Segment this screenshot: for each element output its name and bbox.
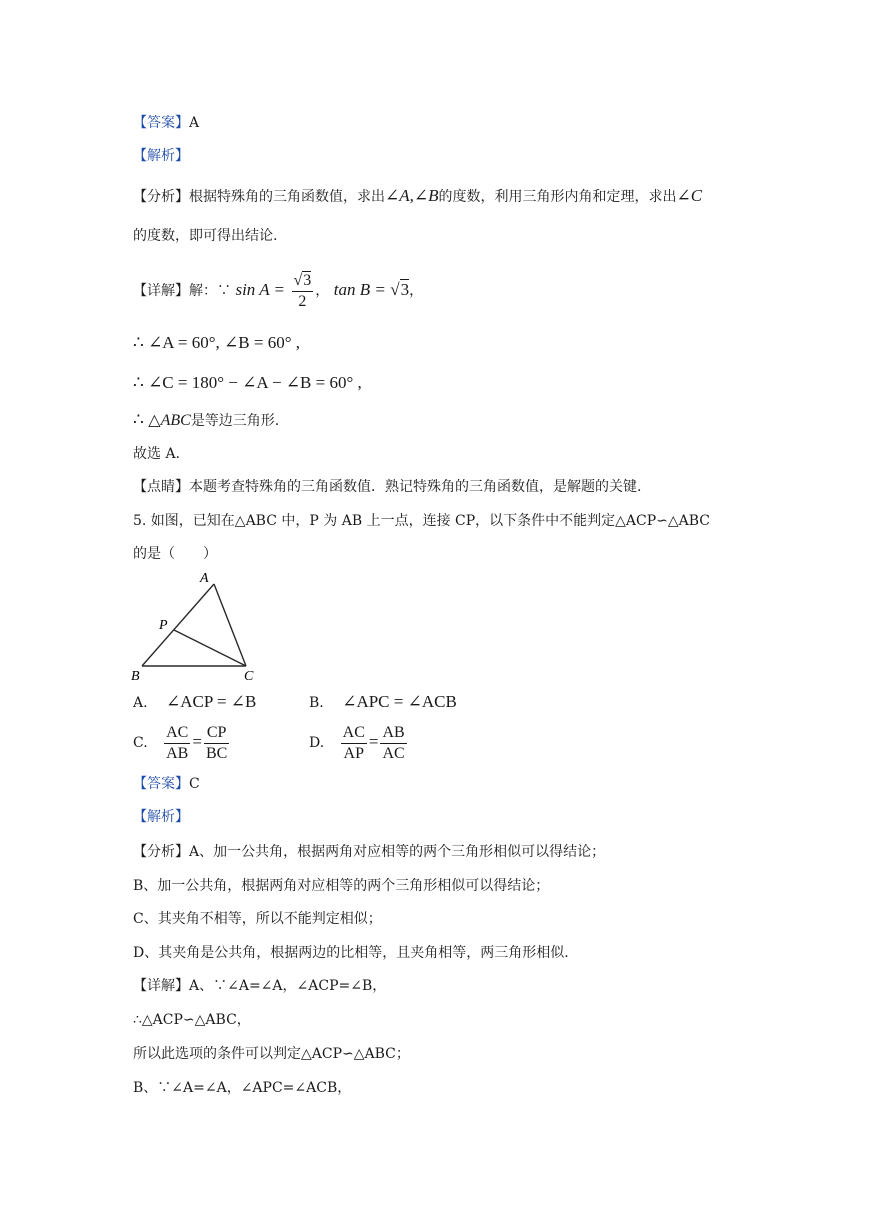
option-d-num1: AC <box>341 723 367 744</box>
option-c-frac-1 <box>164 723 190 764</box>
q4-dianjing-line <box>133 477 641 497</box>
q4-fenxi-text-b: 的度数，利用三角形内角和定理，求出 <box>438 189 677 205</box>
q5-option-b <box>309 692 457 713</box>
answer-tag-2: 【答案】 <box>133 776 189 792</box>
xiangjie-tag: 【详解】 <box>133 283 189 299</box>
q4-sin-fraction <box>292 271 314 312</box>
q5-analysis-heading <box>133 807 189 827</box>
q5-fenxi-line-4: D、其夹角是公共角，根据两边的比相等，且夹角相等，两三角形相似. <box>133 945 569 961</box>
option-c-eq: = <box>192 732 202 751</box>
fenxi-tag-2: 【分析】 <box>133 844 189 860</box>
q4-answer-line <box>133 113 199 133</box>
option-d-num2: AB <box>380 723 406 744</box>
option-b-text: ∠APC = ∠ACB <box>342 692 457 711</box>
q5-option-a <box>133 692 256 713</box>
option-b-label: B. <box>309 695 324 711</box>
q4-step-3 <box>133 410 279 431</box>
q4-fenxi-text-c: 的度数，即可得出结论. <box>133 228 278 244</box>
option-d-den1: AP <box>343 744 364 762</box>
therefore-sign: ∴ <box>133 410 144 429</box>
option-c-num1: AC <box>164 723 190 744</box>
q5-detail-text-1: A、∵∠A=∠A，∠ACP=∠B， <box>189 978 387 994</box>
option-c-num2: CP <box>204 723 229 744</box>
option-c-den2: BC <box>205 744 228 762</box>
segment-cp <box>174 630 246 666</box>
q4-fenxi-angle-c: ∠C <box>676 186 703 205</box>
q4-fenxi-angles-ab: ∠A,∠B <box>385 186 439 205</box>
option-d-frac-1 <box>341 723 367 764</box>
fenxi-tag: 【分析】 <box>133 189 189 205</box>
q4-step-2: ∴ ∠C = 180° − ∠A − ∠B = 60° , <box>133 373 362 392</box>
q4-tan-sqrt-sign: √ <box>390 280 400 299</box>
q5-option-c <box>133 720 231 765</box>
q4-fenxi-line-2 <box>133 226 277 246</box>
analysis-tag: 【解析】 <box>133 148 189 164</box>
q4-comma: ， <box>315 283 330 299</box>
figure-label-b: B <box>131 669 140 684</box>
q5-detail-line-4: B、∵∠A=∠A，∠APC=∠ACB， <box>133 1080 352 1096</box>
xiangjie-tag-2: 【详解】 <box>133 978 189 994</box>
q4-sin-lhs: sin A = <box>235 280 286 299</box>
option-c-frac-2 <box>204 723 229 764</box>
q4-sqrt3-num: 3 <box>303 271 312 289</box>
q4-dianjing-text: 本题考查特殊角的三角函数值．熟记特殊角的三角函数值，是解题的关键. <box>189 479 642 495</box>
q4-comma-2: ， <box>409 283 424 299</box>
option-c-label: C. <box>133 735 148 751</box>
q4-detail-pre: 解：∵ <box>189 283 231 299</box>
figure-label-c: C <box>244 669 254 684</box>
option-a-label: A. <box>133 695 148 711</box>
side-ac <box>214 584 246 666</box>
q5-answer-line <box>133 774 200 794</box>
sqrt-sign: √ <box>293 271 303 289</box>
q4-triangle-abc: △ABC <box>148 412 191 429</box>
q5-stem-line-2: 的是（ ） <box>133 546 217 562</box>
q5-detail-line-1 <box>133 976 386 996</box>
q4-tan-lhs: tan B = <box>333 280 386 299</box>
figure-label-p: P <box>159 618 168 633</box>
q4-detail-line <box>133 268 423 313</box>
q5-fenxi-line-3: C、其夹角不相等，所以不能判定相似； <box>133 911 382 927</box>
option-d-frac-2 <box>380 723 406 764</box>
q5-detail-line-3: 所以此选项的条件可以判定△ACP∽△ABC； <box>133 1046 410 1062</box>
q4-choice: 故选 A. <box>133 446 181 462</box>
option-d-eq: = <box>368 732 379 751</box>
q4-tan-sqrt3: 3 <box>400 280 410 299</box>
analysis-tag-2: 【解析】 <box>133 809 189 825</box>
q5-option-d <box>309 720 409 765</box>
dianjing-tag: 【点睛】 <box>133 479 189 495</box>
q4-analysis-heading <box>133 146 189 166</box>
figure-label-a: A <box>200 571 209 586</box>
answer-tag: 【答案】 <box>133 115 189 131</box>
q5-detail-line-2: ∴△ACP∽△ABC， <box>133 1012 251 1028</box>
q5-fenxi-line-1 <box>133 842 605 862</box>
option-d-label: D. <box>309 735 325 751</box>
option-c-den1: AB <box>166 744 189 762</box>
q5-answer-value: C <box>189 776 200 792</box>
q4-answer-value: A <box>189 115 200 131</box>
q4-step-1: ∴ ∠A = 60°, ∠B = 60° , <box>133 333 301 352</box>
option-a-text: ∠ACP = ∠B <box>166 692 257 711</box>
q4-fraction-den: 2 <box>298 292 307 310</box>
q5-stem-line-1: 5. 如图，已知在△ABC 中，P 为 AB 上一点，连接 CP，以下条件中不能判定△ACP∽△ABC <box>133 513 711 529</box>
q5-fenxi-text-1: A、加一公共角，根据两角对应相等的两个三角形相似可以得结论； <box>189 844 606 860</box>
option-d-den2: AC <box>382 744 405 762</box>
q5-triangle-figure <box>128 568 268 686</box>
q4-step-3-text: 是等边三角形. <box>190 413 280 429</box>
side-ab <box>142 584 214 666</box>
q4-fenxi-line-1 <box>133 186 702 207</box>
q4-fenxi-text-a: 根据特殊角的三角函数值，求出 <box>189 189 385 205</box>
q5-fenxi-line-2: B、加一公共角，根据两角对应相等的两个三角形相似可以得结论； <box>133 878 550 894</box>
